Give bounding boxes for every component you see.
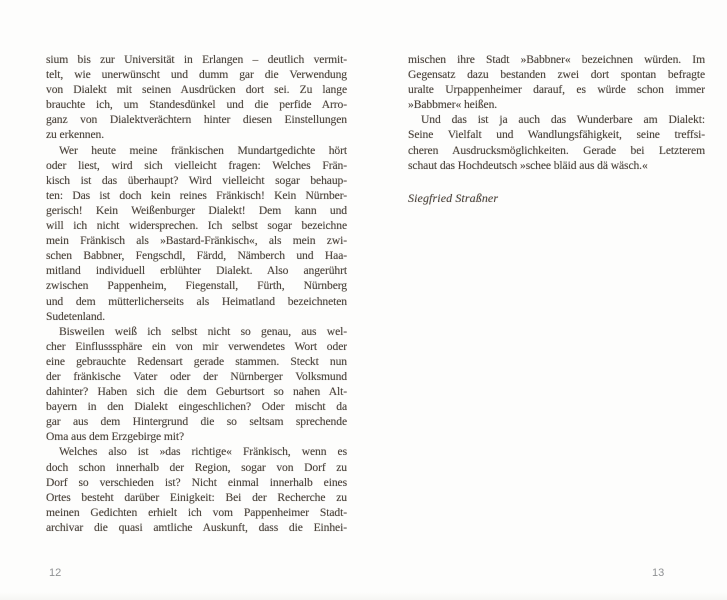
text-line: dahinter? Haben sich die dem Geburtsort so nahen Alt-: [46, 385, 347, 399]
page-right-text: [408, 52, 705, 173]
page-number-left: 12: [49, 567, 62, 579]
text-line: mischen ihre Stadt »Babbner« bezeichnen würden. Im: [408, 53, 705, 66]
paragraph: [46, 324, 347, 445]
paragraph: [46, 444, 347, 535]
text-line: oder liest, wird sich vielleicht fragen: Welches Frän-: [46, 158, 347, 172]
text-line: ten: Das ist doch kein reines Fränkisch! Kein Nürnber-: [46, 188, 347, 202]
text-line: Dorf so verschieden ist? Nicht einmal innerhalb eines: [46, 475, 347, 489]
text-line: cheren Ausdrucksmöglichkeiten. Gerade bei Letzterem: [408, 143, 705, 157]
page-bottom-shadow: [0, 592, 727, 600]
text-line: mein Fränkisch als »Bastard-Fränkisch«, als mein zwi-: [46, 234, 347, 248]
text-line: »Babbmer« heißen.: [408, 98, 498, 112]
text-line: ganz von Dialektverächtern hinter diesen Einstellungen: [46, 113, 347, 127]
text-line: zwischen Pappenheim, Fiegenstall, Fürth, Nürnberg: [46, 279, 347, 293]
text-line: Seine Vielfalt und Wandlungsfähigkeit, seine treffsi-: [408, 128, 705, 142]
text-line: kisch ist das überhaupt? Wird vielleicht sogar behaup-: [46, 173, 347, 187]
text-line: mitland individuell erblühter Dialekt. Also angerührt: [46, 264, 347, 278]
text-line: telt, wie unerwünscht und dumm gar die Verwendung: [46, 68, 347, 82]
text-line: uralte Urpappenheimer darauf, es würde schon immer: [408, 83, 705, 97]
text-line: Wer heute meine fränkischen Mundartgedichte hört: [59, 143, 347, 157]
text-line: brauchte ich, um Standesdünkel und die perfide Arro-: [46, 98, 347, 112]
text-line: und dem mütterlicherseits als Heimatland bezeichneten: [46, 294, 347, 308]
text-line: doch schon innerhalb der Region, sogar von Dorf zu: [46, 460, 347, 474]
text-line: gerisch! Kein Weißenburger Dialekt! Dem kann und: [46, 203, 347, 217]
text-line: Bisweilen weiß ich selbst nicht so genau, aus wel-: [59, 324, 347, 338]
text-line: Sudetenland.: [46, 309, 106, 323]
text-line: Ortes besteht darüber Einigkeit: Bei der Recherche zu: [46, 490, 347, 504]
text-line: Und das ist ja auch das Wunderbare am Dialekt:: [421, 113, 705, 127]
text-line: Welches also ist »das richtige« Fränkisch, wenn es: [59, 445, 347, 459]
page-left-text: [46, 52, 347, 535]
text-line: schen Babbner, Fengschdl, Färdd, Nämberch und Haa-: [46, 249, 347, 263]
text-line: archivar die quasi amtliche Auskunft, dass die Einhei-: [46, 520, 347, 534]
page-number-right: 13: [652, 567, 665, 579]
text-line: gar aus dem Hintergrund die so seltsam sprechende: [46, 415, 347, 429]
author-signature: Siegfried Straßner: [408, 191, 499, 205]
text-line: sium bis zur Universität in Erlangen – deutlich vermit-: [46, 53, 347, 66]
text-line: zu erkennen.: [46, 128, 105, 142]
text-line: eine gebrauchte Redensart gerade stammen. Steckt nun: [46, 354, 347, 368]
text-line: Oma aus dem Erzgebirge mit?: [46, 430, 185, 444]
paragraph: [46, 143, 347, 324]
paragraph: [408, 112, 705, 172]
text-line: will ich nicht widersprechen. Ich selbst sogar bezeichne: [46, 219, 347, 233]
text-line: der fränkische Vater oder der Nürnberger Volksmund: [46, 369, 347, 383]
text-line: meinen Gedichten erhielt ich vom Pappenheimer Stadt-: [46, 505, 347, 519]
paragraph: [46, 52, 347, 143]
text-line: bayern in den Dialekt eingeschlichen? Oder mischt da: [46, 400, 347, 414]
paragraph: [408, 52, 705, 112]
text-line: von Dialekt mit seinen Ausdrücken dort sei. Zu lange: [46, 83, 347, 97]
text-line: schaut das Hochdeutsch »schee bläid aus dä wäsch.«: [408, 158, 648, 172]
text-line: Gegensatz dazu bestanden zwei dort spontan befragte: [408, 68, 705, 82]
text-line: cher Einflusssphäre ein von mir verwendetes Wort oder: [46, 339, 347, 353]
